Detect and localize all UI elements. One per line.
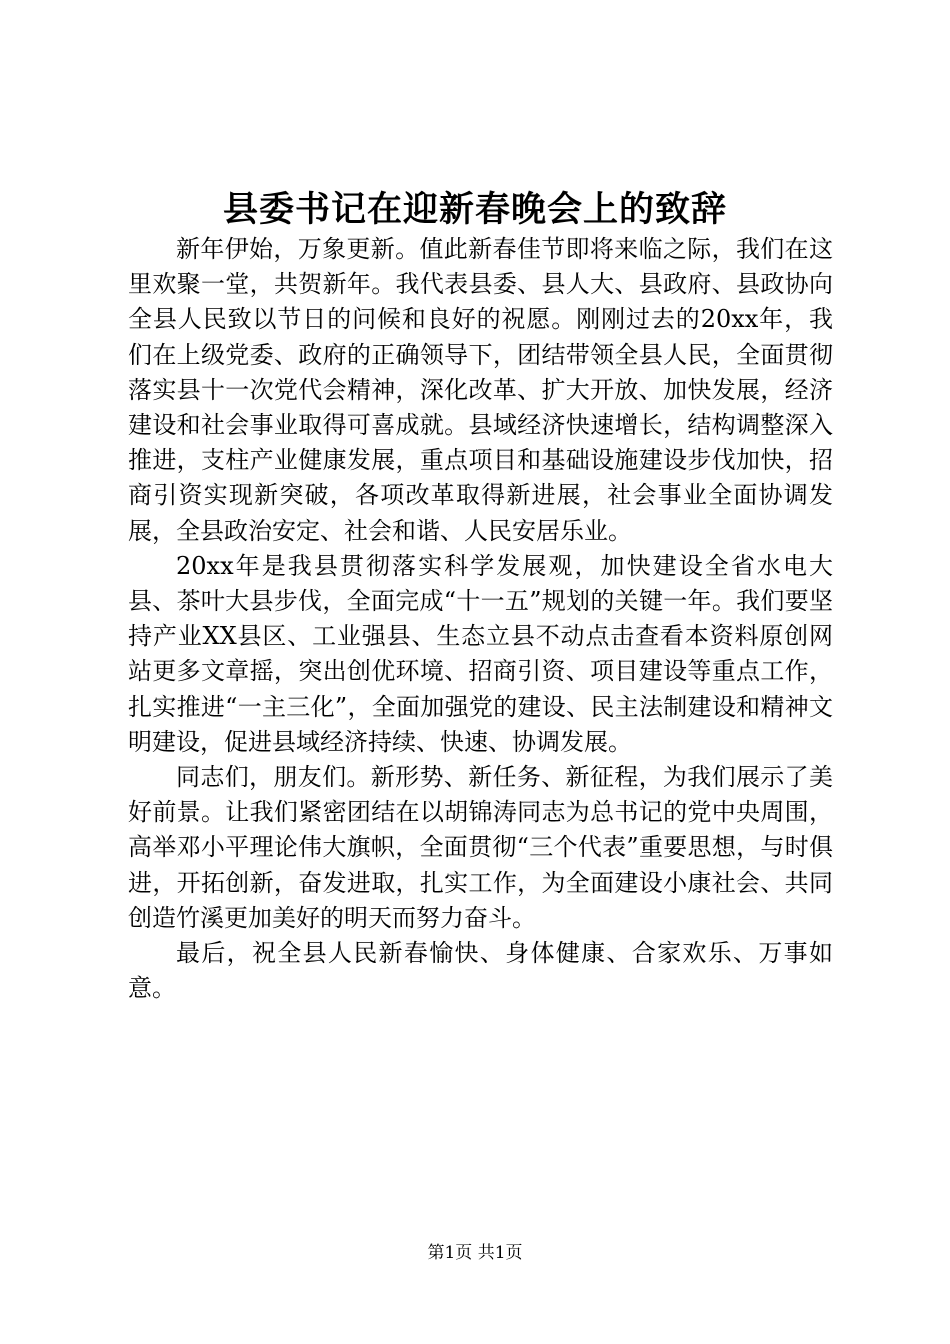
paragraph-3: 同志们，朋友们。新形势、新任务、新征程，为我们展示了美好前景。让我们紧密团结在以胡锦涛同志为总书记的党中央周围，高举邓小平理论伟大旗帜，全面贯彻“三个代表”重要思想，与时俱进，开拓创新，奋发进取，扎实工作，为全面建设小康社会、共同创造竹溪更加美好的明天而努力奋斗。 [128,763,833,932]
paragraph-1: 新年伊始，万象更新。值此新春佳节即将来临之际，我们在这里欢聚一堂，共贺新年。我代表县委、县人大、县政府、县政协向全县人民致以节日的问候和良好的祝愿。刚刚过去的20xx年，我们在上级党委、政府的正确领导下，团结带领全县人民，全面贯彻落实县十一次党代会精神，深化改革、扩大开放、加快发展，经济建设和社会事业取得可喜成就。县域经济快速增长，结构调整深入推进，支柱产业健康发展，重点项目和基础设施建设步伐加快，招商引资实现新突破，各项改革取得新进展，社会事业全面协调发展，全县政治安定、社会和谐、人民安居乐业。 [128,235,833,545]
paragraph-2: 20xx年是我县贯彻落实科学发展观，加快建设全省水电大县、茶叶大县步伐，全面完成“十一五”规划的关键一年。我们要坚持产业XX县区、工业强县、生态立县不动点击查看本资料原创网站更多文章摇，突出创优环境、招商引资、项目建设等重点工作，扎实推进“一主三化”，全面加强党的建设、民主法制建设和精神文明建设，促进县域经济持续、快速、协调发展。 [128,551,833,756]
document-title: 县委书记在迎新春晚会上的致辞 [222,189,727,230]
paragraph-4: 最后，祝全县人民新春愉快、身体健康、合家欢乐、万事如意。 [128,939,833,1003]
document-body [128,232,833,1006]
page-footer: 第1页 共1页 [427,1243,523,1263]
